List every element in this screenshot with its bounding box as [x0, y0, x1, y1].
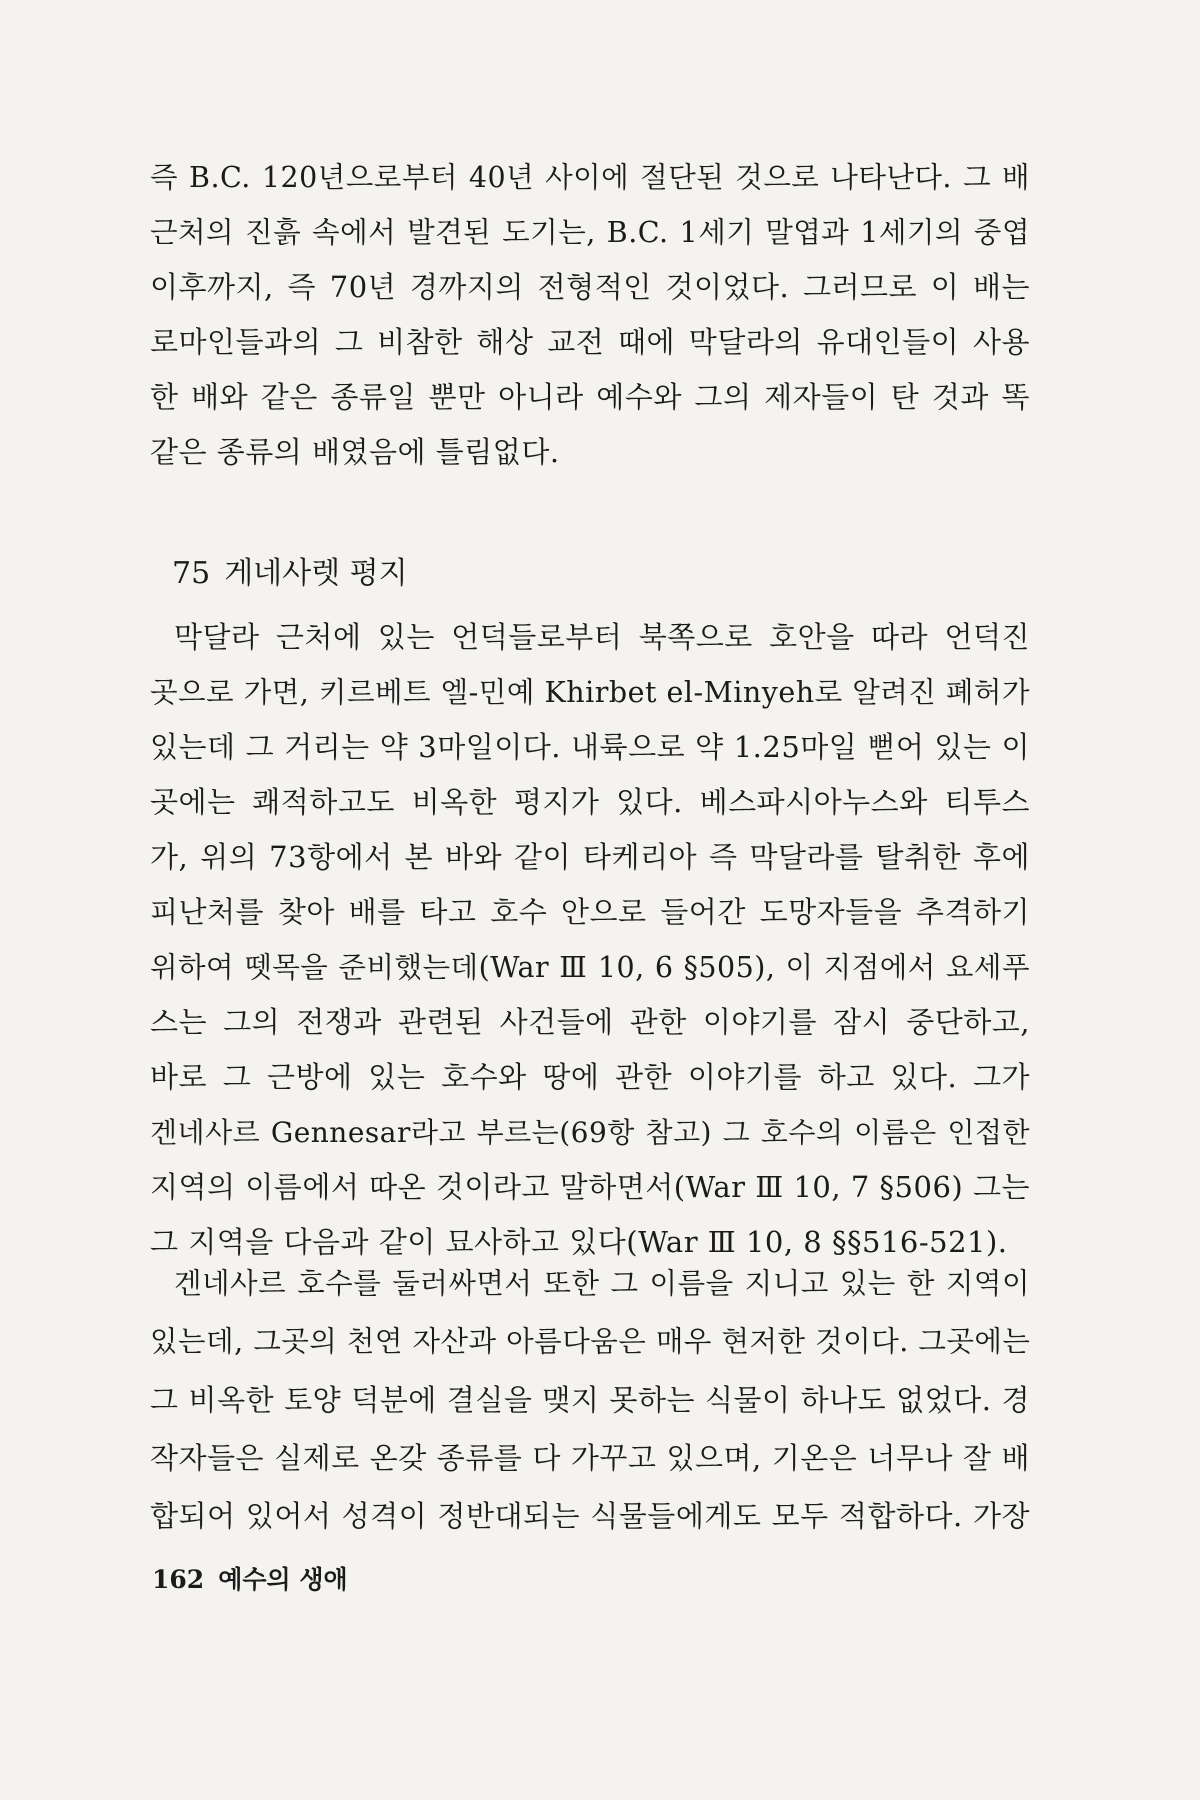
- section-title: 게네사렛 평지: [224, 556, 408, 591]
- text-line: 그 지역을 다음과 같이 묘사하고 있다(War Ⅲ 10, 8 §§516-521).: [150, 1225, 1008, 1259]
- paragraph-gennesaret: [150, 610, 1030, 1270]
- quote-line: 그 비옥한 토양 덕분에 결실을 맺지 못하는 식물이 하나도 없었다. 경: [150, 1383, 1030, 1417]
- quote-line: 겐네사르 호수를 둘러싸면서 또한 그 이름을 지니고 있는 한 지역이: [174, 1267, 1030, 1300]
- text-line: 같은 종류의 배였음에 틀림없다.: [150, 435, 560, 469]
- paragraph-continued: [150, 150, 1030, 480]
- section-number: 75: [172, 556, 211, 591]
- text-line: 지역의 이름에서 따온 것이라고 말하면서(War Ⅲ 10, 7 §506) 그는: [150, 1170, 1030, 1204]
- text-line: 있는데 그 거리는 약 3마일이다. 내륙으로 약 1.25마일 뻗어 있는 이: [150, 730, 1030, 764]
- text-line: 근처의 진흙 속에서 발견된 도기는, B.C. 1세기 말엽과 1세기의 중엽: [150, 216, 1030, 249]
- quote-line: 있는데, 그곳의 천연 자산과 아름다움은 매우 현저한 것이다. 그곳에는: [150, 1325, 1031, 1358]
- quote-line: 합되어 있어서 성격이 정반대되는 식물들에게도 모두 적합하다. 가장: [150, 1499, 1030, 1533]
- text-line: 겐네사르 Gennesar라고 부르는(69항 참고) 그 호수의 이름은 인접한: [150, 1116, 1030, 1149]
- section-heading: [172, 548, 422, 592]
- page-footer: [152, 1560, 362, 1596]
- text-line: 스는 그의 전쟁과 관련된 사건들에 관한 이야기를 잠시 중단하고,: [150, 1005, 1030, 1039]
- text-line: 위하여 뗏목을 준비했는데(War Ⅲ 10, 6 §505), 이 지점에서 요세푸: [150, 951, 1030, 984]
- text-line: 이후까지, 즉 70년 경까지의 전형적인 것이었다. 그러므로 이 배는: [150, 270, 1030, 304]
- block-quote: [150, 1255, 1030, 1545]
- text-line: 한 배와 같은 종류일 뿐만 아니라 예수와 그의 제자들이 탄 것과 똑: [150, 380, 1030, 414]
- running-title: 예수의 생애: [218, 1565, 348, 1594]
- text-line: 피난처를 찾아 배를 타고 호수 안으로 들어간 도망자들을 추격하기: [150, 895, 1030, 929]
- text-line: 곳에는 쾌적하고도 비옥한 평지가 있다. 베스파시아누스와 티투스: [150, 785, 1030, 819]
- text-line: 가, 위의 73항에서 본 바와 같이 타케리아 즉 막달라를 탈취한 후에: [150, 840, 1030, 874]
- text-line: 곳으로 가면, 키르베트 엘-민예 Khirbet el-Minyeh로 알려진 폐허가: [150, 676, 1030, 709]
- quote-line: 작자들은 실제로 온갖 종류를 다 가꾸고 있으며, 기온은 너무나 잘 배: [150, 1441, 1030, 1475]
- text-line: 로마인들과의 그 비참한 해상 교전 때에 막달라의 유대인들이 사용: [150, 325, 1030, 359]
- text-line: 막달라 근처에 있는 언덕들로부터 북쪽으로 호안을 따라 언덕진: [174, 620, 1030, 654]
- text-line: 즉 B.C. 120년으로부터 40년 사이에 절단된 것으로 나타난다. 그 배: [150, 161, 1030, 194]
- text-line: 바로 그 근방에 있는 호수와 땅에 관한 이야기를 하고 있다. 그가: [150, 1060, 1030, 1094]
- page-number: 162: [152, 1565, 205, 1594]
